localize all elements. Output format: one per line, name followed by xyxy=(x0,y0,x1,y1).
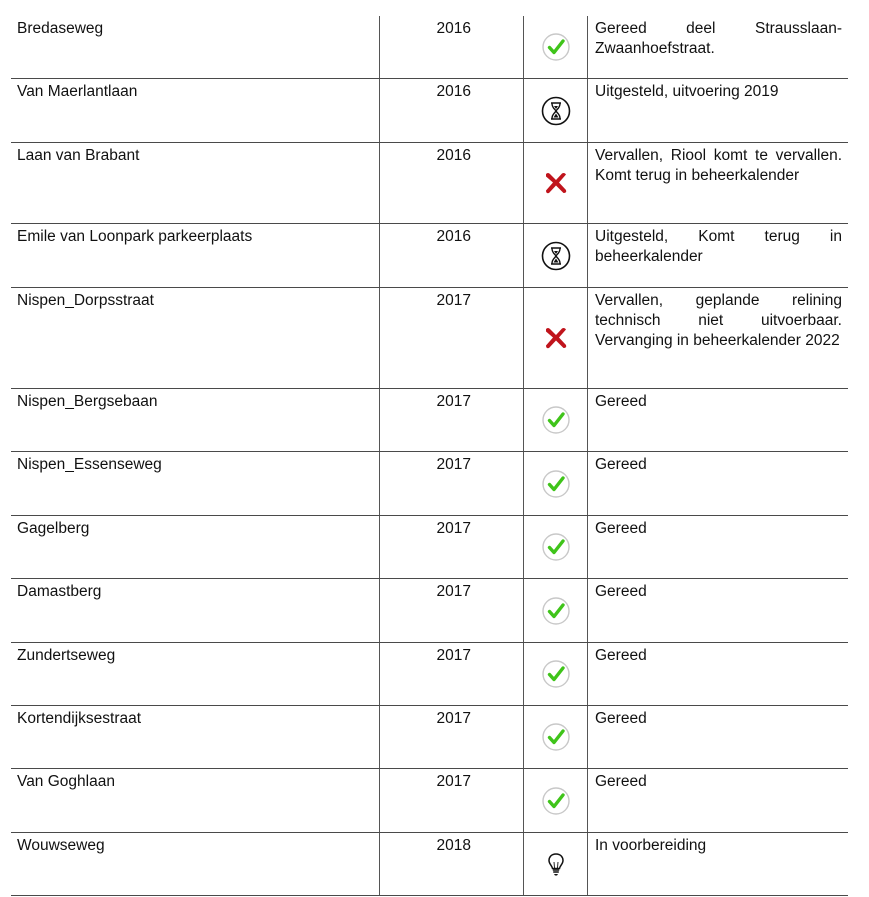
hourglass-icon xyxy=(541,96,571,126)
table-row xyxy=(11,143,848,224)
project-note: Vervallen, Riool komt te vervallen. Komt terug in beheerkalender xyxy=(595,147,842,184)
project-note: Gereed xyxy=(595,773,647,790)
project-note: In voorbereiding xyxy=(595,837,707,854)
hourglass-icon xyxy=(541,241,571,271)
table-row xyxy=(11,579,848,643)
project-name: Nispen_Dorpsstraat xyxy=(11,288,380,388)
table-row xyxy=(11,769,848,833)
project-name: Laan van Brabant xyxy=(11,143,380,223)
project-name: Damastberg xyxy=(11,579,380,642)
table-row xyxy=(11,79,848,143)
table-row xyxy=(11,288,848,389)
project-year: 2017 xyxy=(436,583,471,600)
project-note: Gereed xyxy=(595,393,647,410)
project-name: Kortendijksestraat xyxy=(11,706,380,768)
cross-icon xyxy=(541,323,571,353)
table-row xyxy=(11,224,848,288)
project-year: 2016 xyxy=(436,228,471,245)
project-name: Emile van Loonpark parkeerplaats xyxy=(11,224,380,287)
table-row xyxy=(11,16,848,79)
project-note: Gereed xyxy=(595,456,647,473)
project-name: Bredaseweg xyxy=(11,16,380,78)
project-note: Gereed xyxy=(595,710,647,727)
lightbulb-icon xyxy=(541,849,571,879)
project-note: Gereed deel Strausslaan-Zwaanhoefstraat. xyxy=(595,20,842,57)
project-note: Gereed xyxy=(595,647,647,664)
project-year: 2017 xyxy=(436,520,471,537)
project-note: Uitgesteld, uitvoering 2019 xyxy=(595,83,779,100)
project-note: Gereed xyxy=(595,520,647,537)
table-row xyxy=(11,516,848,579)
project-note: Uitgesteld, Komt terug in beheerkalender xyxy=(595,228,842,265)
project-year: 2017 xyxy=(436,773,471,790)
project-name: Wouwseweg xyxy=(11,833,380,895)
project-year: 2016 xyxy=(436,20,471,37)
table-row xyxy=(11,643,848,706)
project-name: Van Goghlaan xyxy=(11,769,380,832)
project-year: 2017 xyxy=(436,647,471,664)
check-icon xyxy=(541,786,571,816)
project-name: Nispen_Essenseweg xyxy=(11,452,380,515)
project-year: 2017 xyxy=(436,393,471,410)
project-year: 2017 xyxy=(436,292,471,309)
check-icon xyxy=(541,32,571,62)
table-row xyxy=(11,389,848,452)
project-year: 2017 xyxy=(436,456,471,473)
check-icon xyxy=(541,405,571,435)
cross-icon xyxy=(541,168,571,198)
check-icon xyxy=(541,722,571,752)
project-year: 2017 xyxy=(436,710,471,727)
project-status-table xyxy=(11,16,848,896)
project-name: Van Maerlantlaan xyxy=(11,79,380,142)
project-name: Nispen_Bergsebaan xyxy=(11,389,380,451)
project-name: Gagelberg xyxy=(11,516,380,578)
table-row xyxy=(11,706,848,769)
project-year: 2016 xyxy=(436,83,471,100)
check-icon xyxy=(541,469,571,499)
project-note: Gereed xyxy=(595,583,647,600)
table-row xyxy=(11,833,848,896)
project-year: 2016 xyxy=(436,147,471,164)
check-icon xyxy=(541,596,571,626)
project-year: 2018 xyxy=(436,837,471,854)
check-icon xyxy=(541,659,571,689)
check-icon xyxy=(541,532,571,562)
project-name: Zundertseweg xyxy=(11,643,380,705)
project-note: Vervallen, geplande relining technisch niet uitvoerbaar. Vervanging in beheerkalender 2022 xyxy=(595,292,842,349)
table-row xyxy=(11,452,848,516)
